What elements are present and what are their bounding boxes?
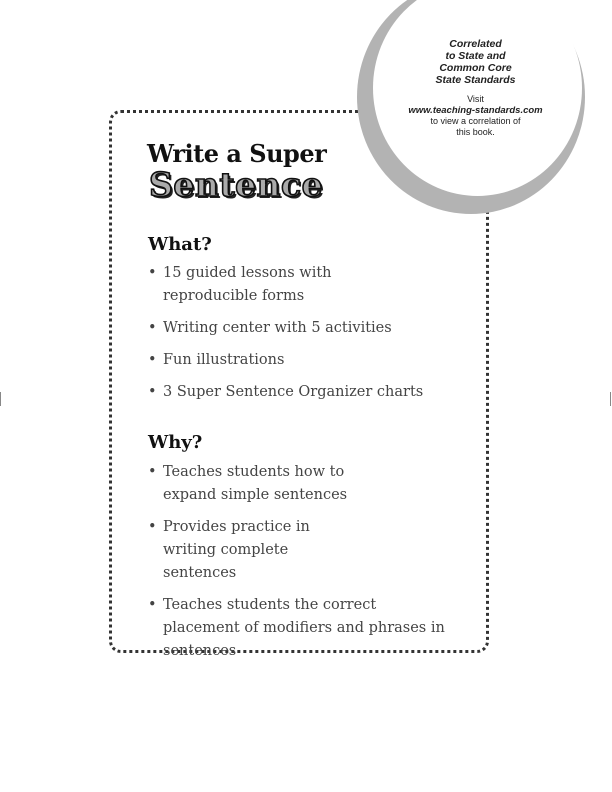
- badge-note-line: this book.: [456, 127, 495, 137]
- badge-heading-line: to State and: [445, 50, 506, 62]
- badge-note: [398, 116, 553, 138]
- crop-mark-right: [610, 392, 611, 406]
- book-title-line2: Sentence: [149, 165, 324, 204]
- why-heading: Why?: [148, 432, 203, 453]
- standards-badge-text: [398, 38, 553, 138]
- what-item: • Fun illustrations: [148, 349, 468, 372]
- badge-url[interactable]: www.teaching-standards.com: [408, 105, 543, 116]
- why-item: • Teaches students how to expand simple sentences: [148, 461, 395, 507]
- what-heading: What?: [148, 234, 212, 255]
- badge-note-line: to view a correlation of: [430, 116, 521, 126]
- what-item: • Writing center with 5 activities: [148, 317, 468, 340]
- what-item: • 15 guided lessons with reproducible forms: [148, 262, 333, 308]
- what-item: • 3 Super Sentence Organizer charts: [148, 381, 468, 404]
- badge-heading-line: Common Core: [439, 62, 512, 74]
- crop-mark-left: [0, 392, 1, 406]
- why-list: [148, 461, 468, 663]
- badge-heading-line: Correlated: [449, 38, 502, 50]
- book-title-line1: Write a Super: [147, 139, 327, 168]
- badge-visit: Visit: [467, 94, 484, 104]
- badge-heading: [398, 38, 553, 86]
- what-list: [148, 262, 468, 404]
- why-item: • Provides practice in writing complete sentences: [148, 516, 363, 585]
- why-item: • Teaches students the correct placement of modifiers and phrases in sentences: [148, 594, 455, 663]
- badge-heading-line: State Standards: [435, 74, 516, 86]
